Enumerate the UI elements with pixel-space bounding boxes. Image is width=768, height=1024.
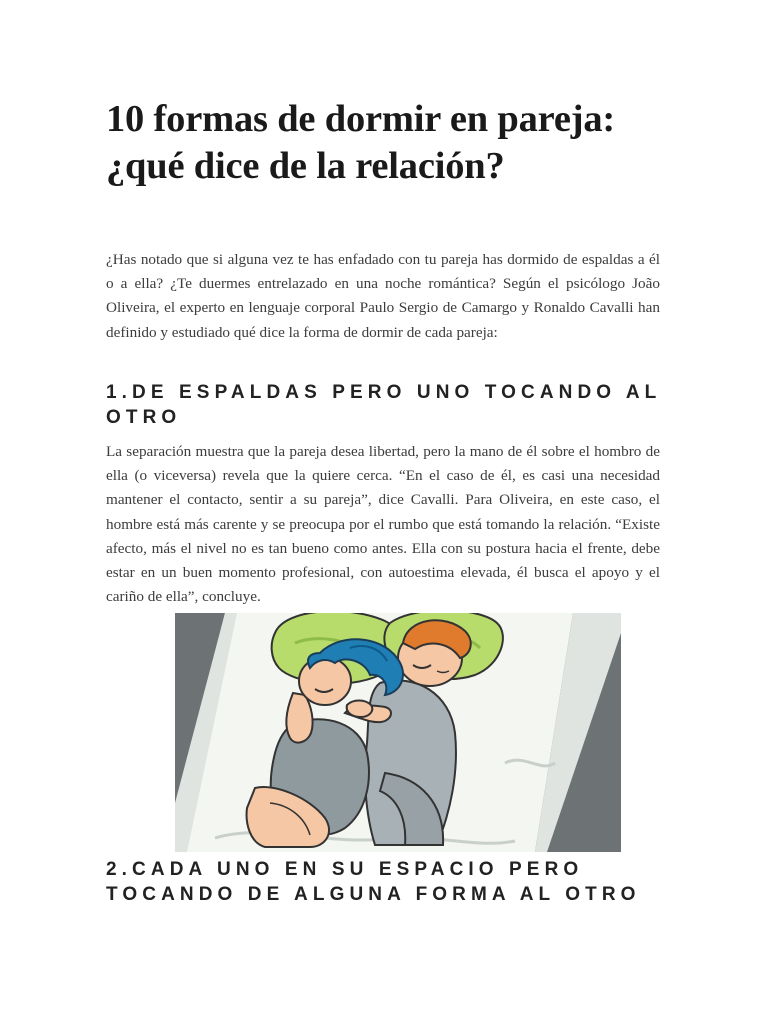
section-1-paragraph: La separación muestra que la pareja desea libertad, pero la mano de él sobre el hombro de ella (o viceversa) revela que la quiere cerca. “En el caso de él, es casi una necesidad mantener el contacto, sentir a su pareja”, dice Cavalli. Para Oliveira, en este caso, el hombre está más carente y se preocupa por el rumbo que está tomando la relación. “Existe afecto, más el nivel no es tan bueno como antes. Ella con su postura hacia el frente, debe estar en un buen momento profesional, con autoestima elevada, él busca el apoyo y el cariño de ella”, concluye. xyxy=(106,443,660,606)
article-title-line-2: ¿qué dice de la relación? xyxy=(106,145,505,187)
article-title-line-1: 10 formas de dormir en pareja: xyxy=(106,98,616,140)
section-1-heading-line-1: 1.DE ESPALDAS PERO UNO TOCANDO AL xyxy=(106,382,662,403)
intro-paragraph: ¿Has notado que si alguna vez te has enfadado con tu pareja has dormido de espaldas a él o a ella? ¿Te duermes entrelazado en una noche romántica? Según el psicólogo João Oliveira, el experto en lenguaje corporal Paulo Sergio de Camargo y Ronaldo Cavalli han definido y estudiado qué dice la forma de dormir de cada pareja: xyxy=(106,251,660,341)
section-1-heading-line-2: OTRO xyxy=(106,407,182,428)
section-1-heading xyxy=(106,380,666,430)
section-2-heading xyxy=(106,857,666,907)
article-title xyxy=(106,96,666,190)
sleeping-couple-illustration xyxy=(175,613,621,852)
section-2-heading-line-1: 2.CADA UNO EN SU ESPACIO PERO xyxy=(106,859,584,880)
section-2-heading-line-2: TOCANDO DE ALGUNA FORMA AL OTRO xyxy=(106,884,641,905)
